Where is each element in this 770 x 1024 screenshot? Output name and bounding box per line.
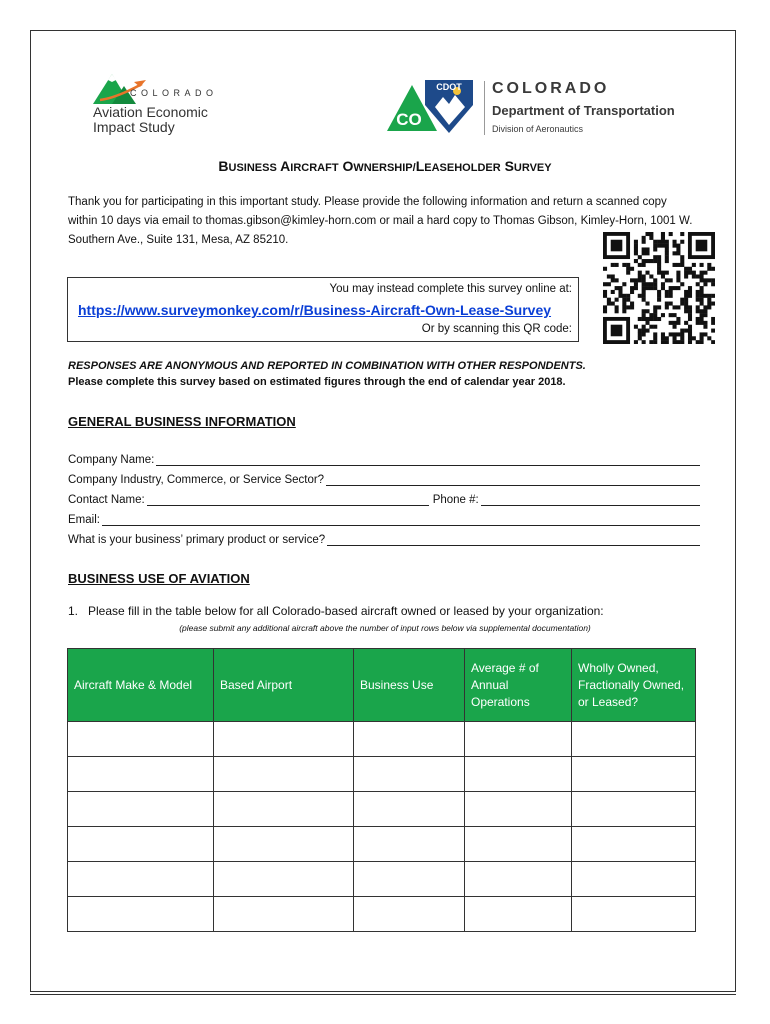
- table-cell[interactable]: [465, 792, 572, 827]
- table-row: [68, 862, 696, 897]
- industry-row: [68, 470, 700, 486]
- table-cell[interactable]: [354, 897, 465, 932]
- table-cell[interactable]: [68, 897, 214, 932]
- cdot-badge-text: CDOT: [436, 82, 462, 92]
- cdot-emblem-icon: [385, 77, 480, 137]
- email-label: Email:: [68, 514, 100, 526]
- industry-field[interactable]: [326, 474, 700, 486]
- cdot-co-text: CO: [396, 110, 422, 129]
- table-row: [68, 897, 696, 932]
- table-cell[interactable]: [214, 792, 354, 827]
- table-cell[interactable]: [214, 897, 354, 932]
- table-cell[interactable]: [214, 827, 354, 862]
- col-aircraft-make-model: Aircraft Make & Model: [68, 649, 214, 722]
- table-cell[interactable]: [214, 757, 354, 792]
- aircraft-table: [67, 648, 696, 932]
- page-title: BUSINESS AIRCRAFT OWNERSHIP/LEASEHOLDER SURVEY: [218, 158, 552, 174]
- table-cell[interactable]: [214, 722, 354, 757]
- table-cell[interactable]: [214, 862, 354, 897]
- email-field[interactable]: [102, 514, 700, 526]
- product-field[interactable]: [327, 534, 700, 546]
- aviation-study-logo: [90, 70, 240, 140]
- table-cell[interactable]: [354, 792, 465, 827]
- phone-field[interactable]: [481, 494, 700, 506]
- question-1-note: (please submit any additional aircraft above the number of input rows below via supplemental documentation): [179, 623, 591, 633]
- col-business-use: Business Use: [354, 649, 465, 722]
- table-row: [68, 792, 696, 827]
- aircraft-table-header: [68, 649, 696, 722]
- table-cell[interactable]: [68, 862, 214, 897]
- table-cell[interactable]: [354, 862, 465, 897]
- col-annual-operations: Average # of Annual Operations: [465, 649, 572, 722]
- table-row: [68, 722, 696, 757]
- table-cell[interactable]: [572, 722, 696, 757]
- cdot-colorado: COLORADO: [492, 80, 610, 97]
- company-name-row: [68, 450, 700, 466]
- table-cell[interactable]: [572, 757, 696, 792]
- cdot-department: Department of Transportation: [492, 103, 675, 118]
- table-cell[interactable]: [68, 792, 214, 827]
- table-row: [68, 757, 696, 792]
- table-cell[interactable]: [354, 757, 465, 792]
- table-cell[interactable]: [68, 757, 214, 792]
- table-cell[interactable]: [465, 722, 572, 757]
- survey-link[interactable]: https://www.surveymonkey.com/r/Business-Aircraft-Own-Lease-Survey: [78, 302, 552, 318]
- table-cell[interactable]: [572, 897, 696, 932]
- table-cell[interactable]: [68, 722, 214, 757]
- table-cell[interactable]: [465, 897, 572, 932]
- page-bottom-rule: [30, 994, 736, 995]
- general-section-heading: GENERAL BUSINESS INFORMATION: [68, 414, 296, 429]
- table-cell[interactable]: [572, 792, 696, 827]
- phone-label: Phone #:: [432, 494, 479, 506]
- question-1: 1. Please fill in the table below for all Colorado-based aircraft owned or leased by your organization:: [68, 604, 604, 618]
- anonymous-note: RESPONSES ARE ANONYMOUS AND REPORTED IN COMBINATION WITH OTHER RESPONDENTS.: [68, 360, 586, 372]
- contact-label: Contact Name:: [68, 494, 145, 506]
- table-cell[interactable]: [354, 722, 465, 757]
- complete-note: Please complete this survey based on estimated figures through the end of calendar year 2018.: [68, 376, 566, 388]
- online-survey-box: [67, 277, 579, 342]
- aviation-study-line2: Impact Study: [93, 119, 175, 135]
- col-based-airport: Based Airport: [214, 649, 354, 722]
- email-row: [68, 510, 700, 526]
- aviation-study-line1: Aviation Economic: [93, 104, 208, 120]
- product-label: What is your business’ primary product or service?: [68, 534, 326, 546]
- contact-row: [68, 490, 700, 506]
- online-prompt: You may instead complete this survey online at:: [329, 283, 572, 295]
- aviation-study-colorado: COLORADO: [130, 88, 218, 98]
- intro-paragraph: Thank you for participating in this important study. Please provide the following information and return a scanned copy within 10 days via email to thomas.gibson@kimley-horn.com or mail a hard copy to Thomas Gibson, Kimley-Horn, 1001 W. Southern Ave., Suite 131, Mesa, AZ 85210.: [68, 196, 693, 246]
- table-cell[interactable]: [572, 827, 696, 862]
- table-cell[interactable]: [465, 862, 572, 897]
- table-cell[interactable]: [572, 862, 696, 897]
- contact-field[interactable]: [147, 494, 429, 506]
- table-cell[interactable]: [465, 827, 572, 862]
- cdot-division: Division of Aeronautics: [492, 124, 584, 134]
- company-name-label: Company Name:: [68, 454, 155, 466]
- table-row: [68, 827, 696, 862]
- table-cell[interactable]: [68, 827, 214, 862]
- company-name-field[interactable]: [156, 454, 700, 466]
- product-row: [68, 530, 700, 546]
- col-ownership-type: Wholly Owned, Fractionally Owned, or Leased?: [572, 649, 696, 722]
- cdot-logo: [385, 77, 695, 137]
- industry-label: Company Industry, Commerce, or Service Sector?: [68, 474, 325, 486]
- table-cell[interactable]: [465, 757, 572, 792]
- qr-code-icon[interactable]: [603, 232, 715, 344]
- aviation-section-heading: BUSINESS USE OF AVIATION: [68, 571, 250, 586]
- qr-prompt: Or by scanning this QR code:: [421, 323, 572, 335]
- cdot-separator: [484, 81, 485, 135]
- table-cell[interactable]: [354, 827, 465, 862]
